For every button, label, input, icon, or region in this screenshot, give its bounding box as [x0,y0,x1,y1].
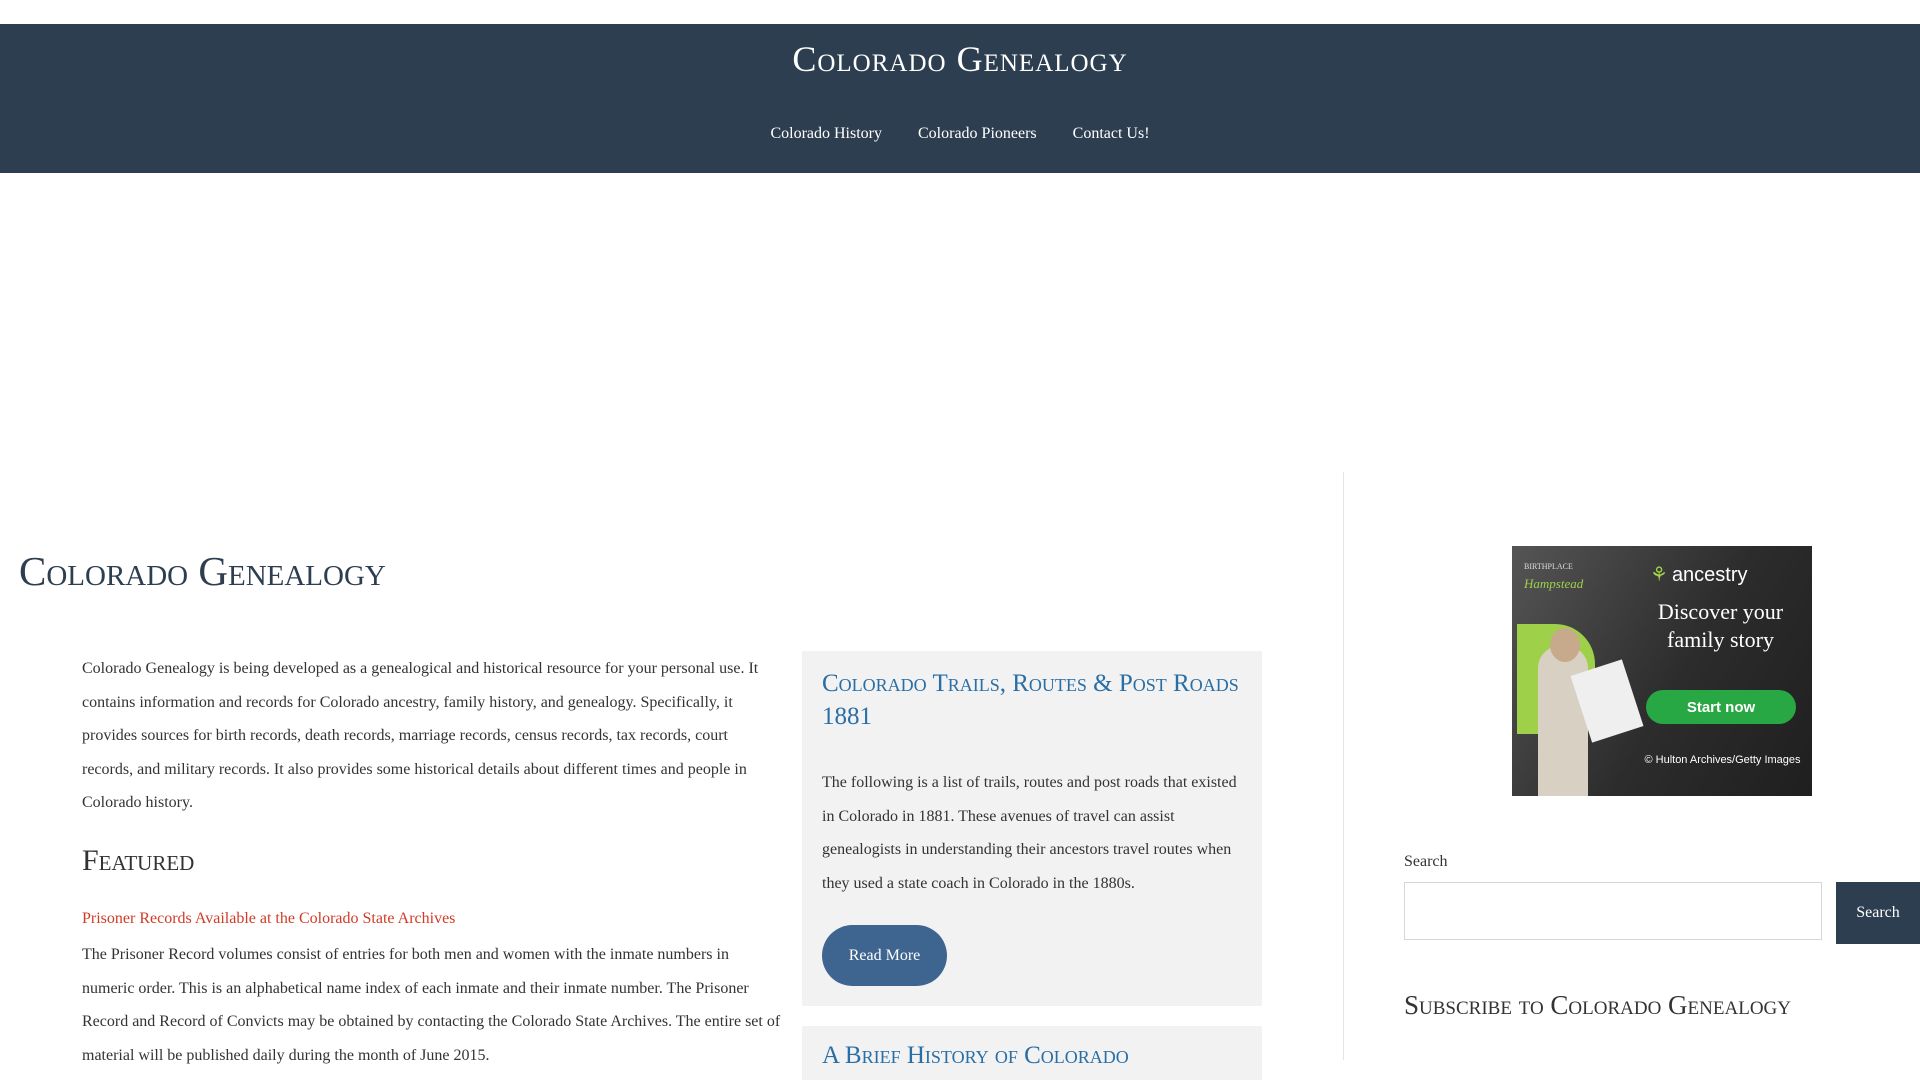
nav-item-colorado-history[interactable]: Colorado History [770,125,882,142]
ancestry-ad[interactable] [1512,546,1812,796]
post-card-2-title[interactable]: A Brief History of Colorado [822,1042,1129,1069]
featured-heading: Featured [82,844,195,877]
ad-woman-head [1550,628,1580,662]
main-nav [0,125,1920,143]
post-card-2 [802,1026,1262,1080]
ancestry-logo [1650,562,1748,587]
site-header [0,24,1920,173]
ad-headline: Discover your family story [1657,599,1784,652]
ancestry-logo-text: ancestry [1671,564,1748,586]
ad-image-credit: © Hulton Archives/Getty Images [1644,754,1801,766]
search-input[interactable] [1404,882,1822,940]
sidebar-divider [1343,472,1344,1060]
search-label: Search [1404,853,1448,870]
featured-article-link[interactable]: Prisoner Records Available at the Colorado State Archives [82,910,456,927]
ad-place-name: Hampstead [1524,576,1584,591]
ad-woman-figure [1538,646,1588,796]
nav-item-colorado-pioneers[interactable]: Colorado Pioneers [918,125,1037,142]
site-title[interactable]: Colorado Genealogy [792,39,1128,79]
intro-paragraph: Colorado Genealogy is being developed as a genealogical and historical resource for your personal use. It contains information and records for Colorado ancestry, family history, and genealogy. Specifically, it provides sources for birth records, death records, marriage records, census records, tax records, court records, and military records. It also provides some historical details about different times and people in Colorado history. [82,660,759,811]
search-button[interactable]: Search [1836,882,1920,944]
post-card-title[interactable]: Colorado Trails, Routes & Post Roads 1881 [822,670,1239,730]
page-title: Colorado Genealogy [19,548,386,594]
nav-item-contact-us[interactable]: Contact Us! [1072,125,1150,142]
top-strip [0,0,1920,24]
post-card [802,651,1262,1006]
ad-start-now-button[interactable]: Start now [1646,690,1796,724]
subscribe-heading: Subscribe to Colorado Genealogy [1404,990,1791,1020]
featured-article-text: The Prisoner Record volumes consist of entries for both men and women with the inmate numbers in numeric order. This is an alphabetical name index of each inmate and their inmate number. The Prisoner Record and Record of Convicts may be obtained by contacting the Colorado State Archives. The entire set of material will be published daily during the month of June 2015. [82,946,781,1064]
ad-birthplace-label: BIRTHPLACE [1524,562,1573,571]
leaf-icon: ⚘ [1650,564,1668,586]
post-card-excerpt: The following is a list of trails, routes and post roads that existed in Colorado in 1881. These avenues of travel can assist genealogists in understanding their ancestors travel routes when they used a state coach in Colorado in the 1880s. [822,774,1237,892]
read-more-button[interactable]: Read More [822,925,947,986]
